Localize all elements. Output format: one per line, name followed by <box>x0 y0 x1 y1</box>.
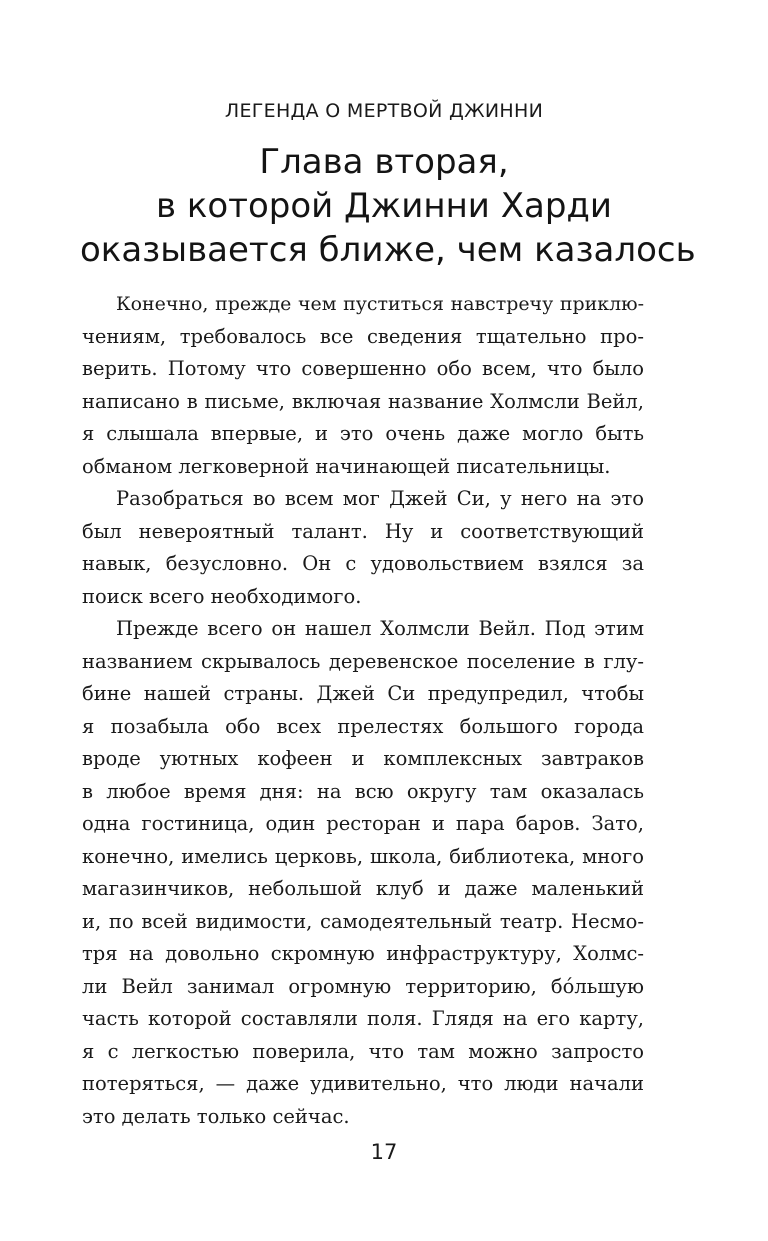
text-line: бине нашей страны. Джей Си предупредил, чтобы <box>82 682 644 705</box>
paragraph <box>82 483 644 613</box>
chapter-title <box>80 140 696 272</box>
chapter-title-line: оказывается ближе, чем казалось <box>80 230 696 270</box>
text-line: это делать только сейчас. <box>82 1104 350 1128</box>
text-line: чениям, требовалось все сведения тщательно про- <box>82 324 644 348</box>
text-line: одна гостиница, один ресторан и пара баров. Зато, <box>82 812 644 835</box>
text-line: верить. Потому что совершенно обо всем, что было <box>82 357 644 380</box>
text-line: потеряться, — даже удивительно, что люди начали <box>82 1072 644 1095</box>
text-line: магазинчиков, небольшой клуб и даже маленький <box>82 877 644 900</box>
text-line: поиск всего необходимого. <box>82 584 362 608</box>
text-line: Конечно, прежде чем пуститься навстречу приклю- <box>116 293 644 315</box>
text-line: навык, безусловно. Он с удовольствием взялся за <box>82 552 644 575</box>
text-line: я позабыла обо всех прелестях большого города <box>82 714 644 738</box>
chapter-title-line: Глава вторая, <box>259 142 509 182</box>
text-line: обманом легковерной начинающей писательницы. <box>82 454 611 478</box>
chapter-title-line: в которой Джинни Харди <box>155 186 613 226</box>
text-line: названием скрывалось деревенское поселение в глу- <box>82 649 644 673</box>
text-line: Прежде всего он нашел Холмсли Вейл. Под этим <box>116 617 644 640</box>
page-number: 17 <box>370 1140 398 1164</box>
text-line: был невероятный талант. Ну и соответствующий <box>82 519 644 543</box>
paragraph <box>82 613 644 1133</box>
body-text <box>82 288 644 1133</box>
text-line: часть которой составляли поля. Глядя на его карту, <box>82 1007 644 1030</box>
text-line: конечно, имелись церковь, школа, библиотека, много <box>82 844 644 868</box>
text-line: написано в письме, включая название Холмсли Вейл, <box>82 389 644 413</box>
text-line: я слышала впервые, и это очень даже могло быть <box>82 422 644 445</box>
text-line: ли Вейл занимал огромную территорию, бóльшую <box>82 974 644 998</box>
text-line: я с легкостью поверила, что там можно запросто <box>82 1039 644 1063</box>
text-line: и, по всей видимости, самодеятельный театр. Несмо- <box>82 909 644 933</box>
paragraph <box>82 288 644 483</box>
text-line: в любое время дня: на всю округу там оказалась <box>82 779 644 803</box>
running-header: ЛЕГЕНДА О МЕРТВОЙ ДЖИННИ <box>224 100 544 122</box>
text-line: вроде уютных кофеен и комплексных завтраков <box>82 747 644 770</box>
text-line: тря на довольно скромную инфраструктуру, Холмс- <box>82 942 644 965</box>
text-line: Разобраться во всем мог Джей Си, у него на это <box>116 487 644 510</box>
